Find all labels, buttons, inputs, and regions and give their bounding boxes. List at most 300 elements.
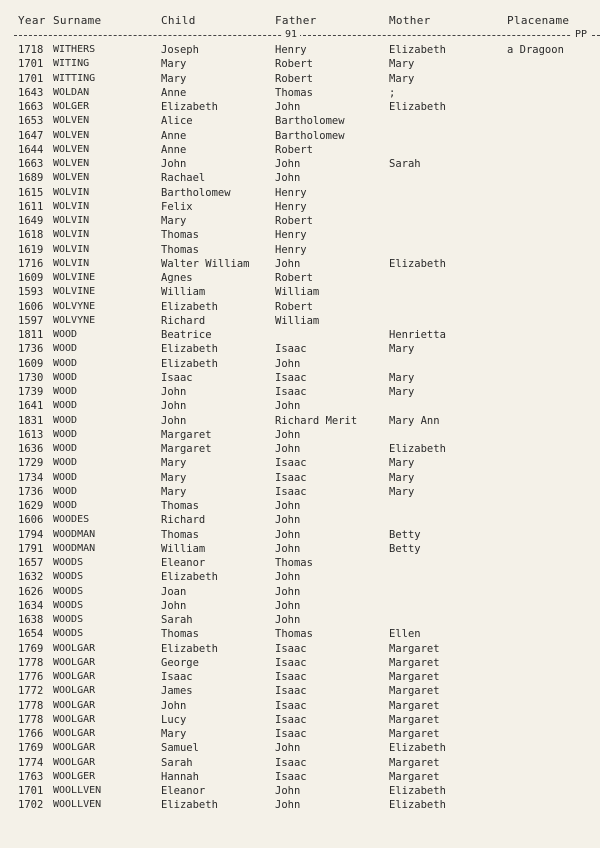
record-surname: WOODS bbox=[53, 557, 84, 568]
record-surname: WOODS bbox=[53, 628, 84, 640]
record-father: John bbox=[275, 528, 301, 541]
record-child: Elizabeth bbox=[161, 642, 218, 655]
record-surname: WOOLLVEN bbox=[53, 799, 102, 811]
record-row bbox=[0, 215, 600, 229]
record-row bbox=[0, 500, 600, 514]
record-surname: WOOD bbox=[53, 329, 78, 340]
record-row bbox=[0, 172, 600, 186]
record-list bbox=[0, 44, 600, 814]
record-mother: Margaret bbox=[389, 770, 440, 783]
record-surname: WOOLLVEN bbox=[53, 785, 102, 796]
record-child: Mary bbox=[161, 485, 187, 498]
record-father: Isaac bbox=[275, 642, 307, 655]
record-year: 1615 bbox=[18, 186, 44, 199]
record-child: Mary bbox=[161, 58, 187, 71]
record-surname: WOODS bbox=[53, 599, 84, 611]
record-surname: WOOLGAR bbox=[53, 756, 96, 768]
record-year: 1776 bbox=[18, 671, 44, 683]
record-father: Robert bbox=[275, 300, 313, 313]
record-surname: WOOD bbox=[53, 443, 78, 454]
record-year: 1611 bbox=[18, 200, 44, 213]
record-row bbox=[0, 628, 600, 642]
record-surname: WOOLGER bbox=[53, 770, 96, 782]
record-child: Elizabeth bbox=[161, 799, 218, 812]
record-father: Isaac bbox=[275, 699, 307, 712]
record-mother: Betty bbox=[389, 542, 421, 555]
record-mother: Henrietta bbox=[389, 329, 446, 341]
record-father: John bbox=[275, 599, 301, 612]
record-father: John bbox=[275, 400, 301, 413]
record-child: William bbox=[161, 286, 206, 299]
record-year: 1772 bbox=[18, 685, 44, 698]
record-father: Thomas bbox=[275, 557, 313, 569]
record-surname: WOLVEN bbox=[53, 172, 90, 184]
record-father: Henry bbox=[275, 44, 307, 56]
header-child: Child bbox=[161, 14, 196, 27]
record-surname: WOLDAN bbox=[53, 86, 90, 98]
header-divider bbox=[14, 35, 600, 36]
record-surname: WOOLGAR bbox=[53, 728, 96, 739]
record-child: Margaret bbox=[161, 443, 212, 455]
record-child: Elizabeth bbox=[161, 357, 218, 370]
record-year: 1701 bbox=[18, 785, 44, 797]
record-child: John bbox=[161, 699, 187, 712]
record-year: 1613 bbox=[18, 428, 44, 441]
record-surname: WOLVYNE bbox=[53, 314, 96, 326]
record-mother: Margaret bbox=[389, 656, 440, 669]
record-child: Eleanor bbox=[161, 785, 206, 797]
record-child: Lucy bbox=[161, 713, 187, 726]
record-surname: WOOD bbox=[53, 471, 78, 483]
record-year: 1701 bbox=[18, 58, 44, 71]
record-surname: WOOLGAR bbox=[53, 642, 96, 654]
record-year: 1618 bbox=[18, 229, 44, 242]
record-row bbox=[0, 272, 600, 286]
record-child: Joan bbox=[161, 585, 187, 598]
record-year: 1716 bbox=[18, 257, 44, 270]
record-surname: WOLVINE bbox=[53, 272, 96, 283]
record-father: John bbox=[275, 257, 301, 270]
record-surname: WOOD bbox=[53, 357, 78, 369]
record-row bbox=[0, 429, 600, 443]
record-child: Mary bbox=[161, 72, 187, 85]
record-year: 1701 bbox=[18, 72, 44, 85]
record-mother: Betty bbox=[389, 528, 421, 541]
record-year: 1774 bbox=[18, 756, 44, 769]
record-father: John bbox=[275, 172, 301, 185]
record-surname: WOOD bbox=[53, 485, 78, 497]
record-child: Mary bbox=[161, 215, 187, 227]
pp-marker: PP bbox=[572, 29, 590, 40]
record-surname: WOLVIN bbox=[53, 200, 90, 212]
record-surname: WOOD bbox=[53, 400, 78, 412]
record-year: 1609 bbox=[18, 357, 44, 370]
record-father: Henry bbox=[275, 229, 307, 242]
record-year: 1632 bbox=[18, 571, 44, 584]
record-row bbox=[0, 557, 600, 571]
record-mother: Elizabeth bbox=[389, 742, 446, 755]
record-child: Thomas bbox=[161, 500, 199, 512]
record-row bbox=[0, 400, 600, 414]
record-child: Isaac bbox=[161, 671, 193, 683]
record-child: Thomas bbox=[161, 628, 199, 641]
record-child: George bbox=[161, 656, 199, 669]
record-year: 1689 bbox=[18, 172, 44, 185]
record-mother: Sarah bbox=[389, 158, 421, 170]
record-year: 1649 bbox=[18, 215, 44, 227]
record-row bbox=[0, 244, 600, 258]
record-child: Felix bbox=[161, 200, 193, 213]
record-surname: WOLVIN bbox=[53, 257, 90, 269]
record-child: Sarah bbox=[161, 756, 193, 769]
record-child: Mary bbox=[161, 457, 187, 470]
record-year: 1641 bbox=[18, 400, 44, 413]
record-child: John bbox=[161, 400, 187, 413]
record-year: 1593 bbox=[18, 286, 44, 299]
record-year: 1734 bbox=[18, 471, 44, 484]
record-surname: WOODES bbox=[53, 514, 90, 526]
record-row bbox=[0, 286, 600, 300]
record-father: John bbox=[275, 585, 301, 598]
record-year: 1653 bbox=[18, 115, 44, 128]
record-father: John bbox=[275, 428, 301, 441]
record-mother: Elizabeth bbox=[389, 44, 446, 56]
header-surname: Surname bbox=[53, 14, 102, 27]
record-mother: Margaret bbox=[389, 642, 440, 655]
record-row bbox=[0, 728, 600, 742]
record-surname: WOOD bbox=[53, 428, 78, 440]
record-child: Agnes bbox=[161, 272, 193, 284]
record-row bbox=[0, 529, 600, 543]
record-father: Henry bbox=[275, 243, 307, 256]
record-mother: Mary Ann bbox=[389, 414, 440, 427]
record-father: John bbox=[275, 101, 301, 113]
record-father: Henry bbox=[275, 200, 307, 213]
record-mother: Mary bbox=[389, 72, 415, 85]
record-row bbox=[0, 144, 600, 158]
record-surname: WOODMAN bbox=[53, 528, 96, 540]
record-year: 1831 bbox=[18, 414, 44, 427]
record-surname: WOLVIN bbox=[53, 186, 90, 198]
record-row bbox=[0, 586, 600, 600]
record-row bbox=[0, 799, 600, 813]
record-year: 1811 bbox=[18, 329, 44, 341]
record-child: Sarah bbox=[161, 614, 193, 626]
record-row bbox=[0, 685, 600, 699]
record-year: 1778 bbox=[18, 713, 44, 726]
record-father: Bartholomew bbox=[275, 129, 345, 142]
record-father: John bbox=[275, 742, 301, 755]
record-surname: WOODMAN bbox=[53, 542, 96, 554]
record-surname: WOOLGAR bbox=[53, 656, 96, 668]
record-father: Bartholomew bbox=[275, 115, 345, 128]
record-year: 1763 bbox=[18, 770, 44, 783]
record-father: Richard Merit bbox=[275, 414, 358, 427]
record-row bbox=[0, 87, 600, 101]
record-father: Robert bbox=[275, 143, 313, 156]
record-child: Elizabeth bbox=[161, 571, 218, 584]
record-father: William bbox=[275, 314, 320, 327]
record-child: Elizabeth bbox=[161, 101, 218, 113]
record-year: 1778 bbox=[18, 656, 44, 669]
record-year: 1606 bbox=[18, 514, 44, 527]
record-year: 1663 bbox=[18, 101, 44, 113]
record-year: 1609 bbox=[18, 272, 44, 284]
record-father: John bbox=[275, 443, 301, 455]
record-mother: Elizabeth bbox=[389, 257, 446, 270]
record-mother: Mary bbox=[389, 485, 415, 498]
record-row bbox=[0, 201, 600, 215]
record-row bbox=[0, 700, 600, 714]
record-father: Isaac bbox=[275, 471, 307, 484]
record-mother: Elizabeth bbox=[389, 101, 446, 113]
record-child: Elizabeth bbox=[161, 300, 218, 313]
record-child: Thomas bbox=[161, 243, 199, 256]
record-father: Robert bbox=[275, 72, 313, 85]
record-surname: WOOD bbox=[53, 371, 78, 383]
record-surname: WOOLGAR bbox=[53, 742, 96, 754]
record-child: Richard bbox=[161, 314, 206, 327]
record-child: Richard bbox=[161, 514, 206, 527]
record-year: 1629 bbox=[18, 500, 44, 512]
record-mother: Margaret bbox=[389, 713, 440, 726]
record-year: 1729 bbox=[18, 457, 44, 470]
record-father: Isaac bbox=[275, 371, 307, 384]
record-surname: WOOD bbox=[53, 343, 78, 355]
record-mother: Mary bbox=[389, 386, 415, 398]
record-row bbox=[0, 372, 600, 386]
record-child: Anne bbox=[161, 143, 187, 156]
record-surname: WOOLGAR bbox=[53, 699, 96, 711]
record-row bbox=[0, 643, 600, 657]
record-surname: WOOLGAR bbox=[53, 671, 96, 682]
record-row bbox=[0, 714, 600, 728]
record-mother: Mary bbox=[389, 343, 415, 356]
record-row bbox=[0, 443, 600, 457]
record-surname: WOLVEN bbox=[53, 129, 90, 141]
header-year: Year bbox=[18, 14, 46, 27]
record-row bbox=[0, 742, 600, 756]
record-placename: a Dragoon bbox=[507, 44, 564, 56]
record-mother: Mary bbox=[389, 471, 415, 484]
record-child: John bbox=[161, 386, 187, 398]
record-father: John bbox=[275, 357, 301, 370]
record-mother: ; bbox=[389, 86, 396, 99]
record-child: Mary bbox=[161, 728, 187, 740]
record-year: 1730 bbox=[18, 371, 44, 384]
record-surname: WOLVYNE bbox=[53, 300, 96, 312]
record-child: Walter William bbox=[161, 257, 250, 270]
record-mother: Margaret bbox=[389, 671, 440, 683]
record-child: Mary bbox=[161, 471, 187, 484]
record-mother: Mary bbox=[389, 58, 415, 71]
record-row bbox=[0, 343, 600, 357]
record-surname: WOOLGAR bbox=[53, 713, 96, 725]
record-surname: WOLVIN bbox=[53, 229, 90, 241]
record-surname: WOODS bbox=[53, 614, 84, 625]
record-mother: Ellen bbox=[389, 628, 421, 641]
record-child: Joseph bbox=[161, 44, 199, 56]
record-father: Thomas bbox=[275, 86, 313, 99]
record-surname: WITHERS bbox=[53, 44, 96, 55]
record-row bbox=[0, 58, 600, 72]
record-row bbox=[0, 258, 600, 272]
record-child: Elizabeth bbox=[161, 343, 218, 356]
record-surname: WOLVEN bbox=[53, 158, 90, 169]
record-row bbox=[0, 101, 600, 115]
record-father: Isaac bbox=[275, 685, 307, 698]
record-year: 1638 bbox=[18, 614, 44, 626]
record-father: John bbox=[275, 799, 301, 812]
record-year: 1636 bbox=[18, 443, 44, 455]
record-child: Beatrice bbox=[161, 329, 212, 341]
record-child: John bbox=[161, 414, 187, 427]
record-surname: WOLVIN bbox=[53, 243, 90, 255]
record-year: 1647 bbox=[18, 129, 44, 142]
record-row bbox=[0, 657, 600, 671]
record-father: Isaac bbox=[275, 485, 307, 498]
record-mother: Mary bbox=[389, 457, 415, 470]
record-child: Bartholomew bbox=[161, 186, 231, 199]
record-year: 1643 bbox=[18, 86, 44, 99]
record-row bbox=[0, 457, 600, 471]
record-row bbox=[0, 386, 600, 400]
record-father: John bbox=[275, 614, 301, 626]
record-father: Robert bbox=[275, 215, 313, 227]
record-father: William bbox=[275, 286, 320, 299]
record-father: Isaac bbox=[275, 728, 307, 740]
record-row bbox=[0, 486, 600, 500]
record-father: John bbox=[275, 571, 301, 584]
record-year: 1663 bbox=[18, 158, 44, 170]
record-surname: WOLVIN bbox=[53, 215, 90, 226]
record-surname: WITTING bbox=[53, 72, 96, 84]
header-placename: Placename bbox=[507, 14, 570, 27]
record-row bbox=[0, 614, 600, 628]
record-year: 1778 bbox=[18, 699, 44, 712]
record-year: 1634 bbox=[18, 599, 44, 612]
record-year: 1736 bbox=[18, 343, 44, 356]
record-year: 1791 bbox=[18, 542, 44, 555]
record-child: Isaac bbox=[161, 371, 193, 384]
record-mother: Elizabeth bbox=[389, 799, 446, 812]
record-year: 1718 bbox=[18, 44, 44, 56]
record-row bbox=[0, 315, 600, 329]
record-father: John bbox=[275, 785, 301, 797]
record-child: Anne bbox=[161, 129, 187, 142]
record-child: Alice bbox=[161, 115, 193, 128]
record-child: Margaret bbox=[161, 428, 212, 441]
record-year: 1644 bbox=[18, 143, 44, 156]
record-row bbox=[0, 329, 600, 343]
record-child: Anne bbox=[161, 86, 187, 99]
record-surname: WOLVEN bbox=[53, 115, 90, 127]
record-surname: WOLVEN bbox=[53, 143, 90, 155]
record-row bbox=[0, 543, 600, 557]
record-row bbox=[0, 600, 600, 614]
record-mother: Margaret bbox=[389, 756, 440, 769]
record-father: Isaac bbox=[275, 457, 307, 470]
record-row bbox=[0, 301, 600, 315]
record-surname: WOOD bbox=[53, 386, 78, 397]
record-mother: Mary bbox=[389, 371, 415, 384]
record-year: 1597 bbox=[18, 314, 44, 327]
record-father: Isaac bbox=[275, 756, 307, 769]
record-child: Thomas bbox=[161, 528, 199, 541]
record-year: 1769 bbox=[18, 642, 44, 655]
record-surname: WOLVINE bbox=[53, 286, 96, 298]
record-row bbox=[0, 785, 600, 799]
record-mother: Margaret bbox=[389, 728, 440, 740]
record-child: James bbox=[161, 685, 193, 698]
record-year: 1739 bbox=[18, 386, 44, 398]
record-father: Isaac bbox=[275, 770, 307, 783]
record-year: 1769 bbox=[18, 742, 44, 755]
record-father: Isaac bbox=[275, 671, 307, 683]
record-mother: Elizabeth bbox=[389, 785, 446, 797]
record-row bbox=[0, 187, 600, 201]
record-year: 1736 bbox=[18, 485, 44, 498]
record-year: 1794 bbox=[18, 528, 44, 541]
record-mother: Margaret bbox=[389, 685, 440, 698]
record-child: William bbox=[161, 542, 206, 555]
record-row bbox=[0, 415, 600, 429]
record-surname: WOOLGAR bbox=[53, 685, 96, 697]
record-row bbox=[0, 671, 600, 685]
record-surname: WOODS bbox=[53, 585, 84, 597]
record-father: Robert bbox=[275, 58, 313, 71]
record-year: 1654 bbox=[18, 628, 44, 641]
record-row bbox=[0, 358, 600, 372]
record-year: 1766 bbox=[18, 728, 44, 740]
record-father: Isaac bbox=[275, 343, 307, 356]
record-child: Samuel bbox=[161, 742, 199, 755]
record-father: Isaac bbox=[275, 656, 307, 669]
record-child: Eleanor bbox=[161, 557, 206, 569]
record-father: Robert bbox=[275, 272, 313, 284]
record-father: Isaac bbox=[275, 386, 307, 398]
record-father: John bbox=[275, 542, 301, 555]
record-year: 1619 bbox=[18, 243, 44, 256]
record-year: 1626 bbox=[18, 585, 44, 598]
page-number: 91 bbox=[282, 29, 300, 40]
record-row bbox=[0, 514, 600, 528]
record-row bbox=[0, 771, 600, 785]
record-surname: WOODS bbox=[53, 571, 84, 583]
record-child: Rachael bbox=[161, 172, 206, 185]
record-father: John bbox=[275, 158, 301, 170]
record-father: Isaac bbox=[275, 713, 307, 726]
record-year: 1702 bbox=[18, 799, 44, 812]
record-surname: WOLGER bbox=[53, 101, 90, 112]
record-mother: Elizabeth bbox=[389, 443, 446, 455]
record-row bbox=[0, 571, 600, 585]
record-row bbox=[0, 158, 600, 172]
record-row bbox=[0, 130, 600, 144]
record-surname: WOOD bbox=[53, 500, 78, 511]
record-row bbox=[0, 472, 600, 486]
record-child: John bbox=[161, 158, 187, 170]
record-row bbox=[0, 44, 600, 58]
record-father: Thomas bbox=[275, 628, 313, 641]
record-mother: Margaret bbox=[389, 699, 440, 712]
header-mother: Mother bbox=[389, 14, 431, 27]
record-row bbox=[0, 115, 600, 129]
record-surname: WITING bbox=[53, 58, 90, 70]
record-father: John bbox=[275, 500, 301, 512]
record-row bbox=[0, 73, 600, 87]
record-surname: WOOD bbox=[53, 414, 78, 426]
